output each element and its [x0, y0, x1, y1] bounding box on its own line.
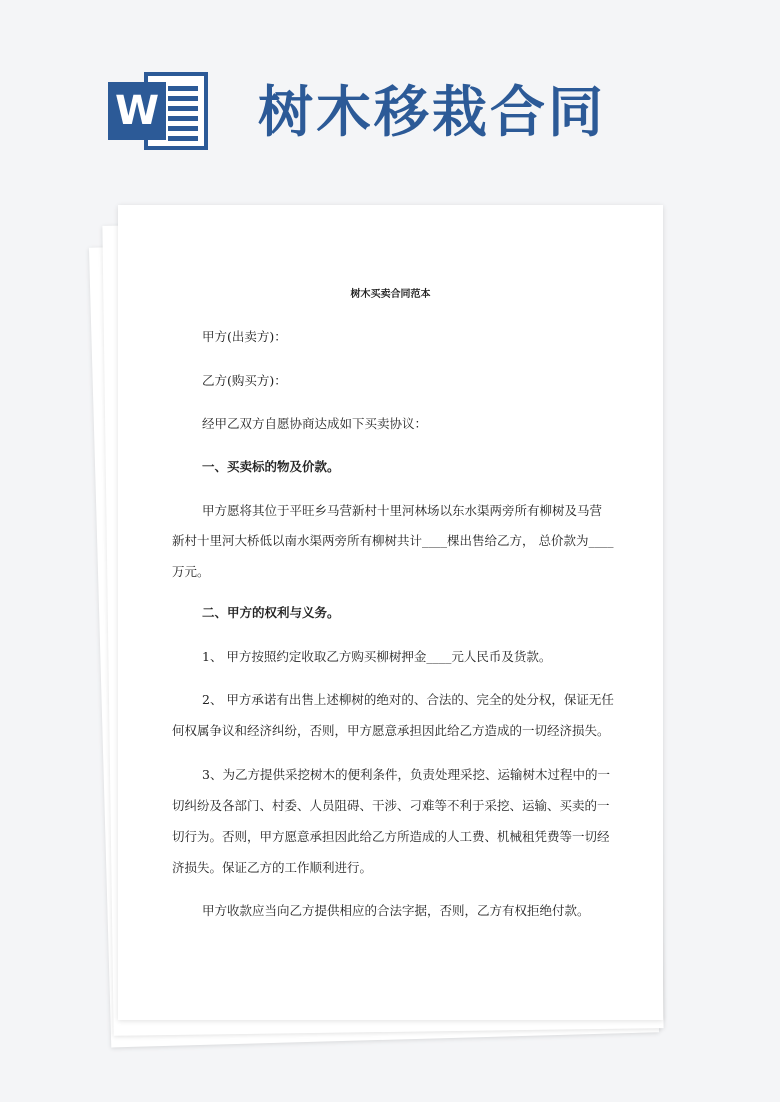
page-title: 树木移栽合同: [258, 80, 607, 144]
clause-1: 1、 甲方按照约定收取乙方购买柳树押金____元人民币及货款。: [202, 649, 552, 664]
clause-3-line: 切纠纷及各部门、村委、人员阻碍、干涉、刁难等不利于采挖、运输、买卖的一: [172, 798, 610, 813]
clause-3-line: 济损失。保证乙方的工作顺利进行。: [172, 860, 373, 875]
paragraph-line: 甲方愿将其位于平旺乡马营新村十里河林场以东水渠两旁所有柳树及马营: [202, 503, 603, 518]
party-a-line: 甲方(出卖方)：: [202, 329, 287, 344]
section-heading-2: 二、甲方的权利与义务。: [202, 605, 340, 620]
payment-receipt-line: 甲方收款应当向乙方提供相应的合法字据，否则，乙方有权拒绝付款。: [202, 903, 590, 918]
section-heading-1: 一、买卖标的物及价款。: [202, 459, 340, 474]
clause-2-line: 何权属争议和经济纠纷，否则，甲方愿意承担因此给乙方造成的一切经济损失。: [172, 723, 610, 738]
clause-2-line: 2、 甲方承诺有出售上述柳树的绝对的、合法的、完全的处分权，保证无任: [202, 692, 614, 707]
document-title: 树木买卖合同范本: [350, 289, 431, 300]
clause-3-line: 切行为。否则，甲方愿意承担因此给乙方所造成的人工费、机械租凭费等一切经: [172, 829, 610, 844]
header: [0, 0, 780, 190]
document-body: [118, 205, 663, 1020]
word-logo-letter: W: [114, 88, 160, 134]
clause-3-line: 3、为乙方提供采挖树木的便利条件，负责处理采挖、运输树木过程中的一: [202, 767, 610, 782]
paragraph-line: 万元。: [172, 564, 210, 579]
document-page: [118, 205, 663, 1020]
party-b-line: 乙方(购买方)：: [202, 373, 287, 388]
word-document-icon: [106, 68, 210, 154]
paragraph-line: 新村十里河大桥低以南水渠两旁所有柳树共计____棵出售给乙方， 总价款为____: [172, 533, 614, 548]
agreement-intro: 经甲乙双方自愿协商达成如下买卖协议：: [202, 416, 428, 431]
